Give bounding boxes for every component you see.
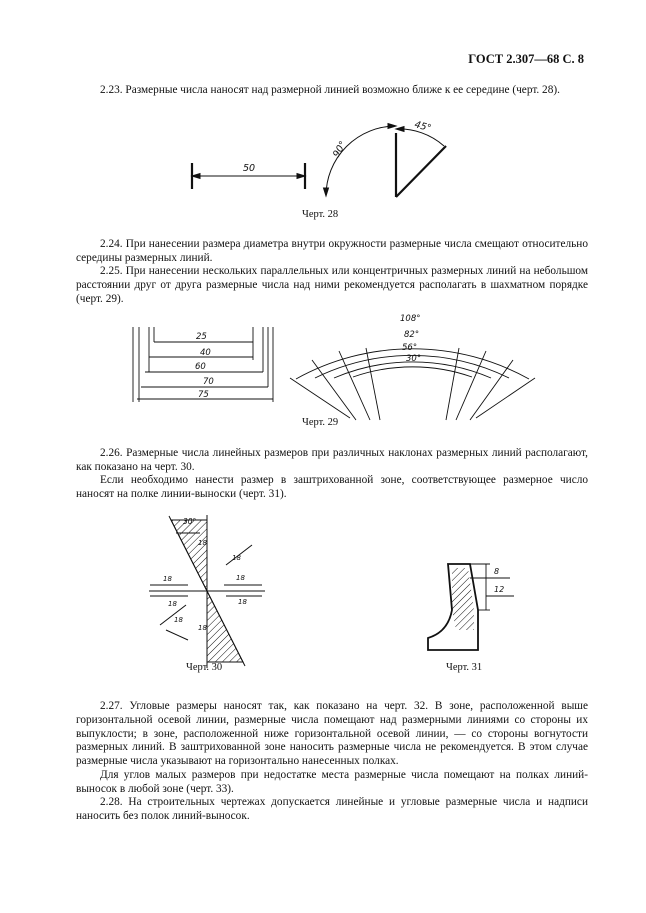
fig30-dim-top: 18 (198, 539, 207, 547)
fig28-angle-90: 90° (331, 139, 350, 160)
fig30-dim-right: 18 (236, 574, 245, 582)
fig29-dim-75: 75 (198, 390, 209, 400)
fig28-dim-50: 50 (243, 163, 256, 174)
paragraph-2-26: 2.26. Размерные числа линейных размеров при различных наклонах размерных линий располагают, как показано на черт. 30. (76, 447, 588, 473)
fig29-dim-70: 70 (203, 377, 214, 387)
fig29-angle-82: 82° (404, 330, 420, 340)
paragraph-2-27: 2.27. Угловые размеры наносят так, как показано на черт. 32. В зоне, расположенной выше горизонтальной осевой линии, размерные числа помещают над размерными линиями со стороны их выпуклости; в зоне, расположенной ниже горизонтальной осевой линии, — со стороны вогнутости размерных линий. В заштрихованной зоне наносить размерные числа не рекомендуется. В этом случае размерные числа указывают на горизонтально нанесенных полках. (76, 700, 588, 768)
paragraph-2-24: 2.24. При нанесении размера диаметра внутри окружности размерные числа смещают относительно середины размерных линий. (76, 238, 588, 264)
fig29-angle-108: 108° (400, 314, 421, 324)
fig29-angle-30: 30° (406, 354, 422, 364)
fig31-dim-8: 8 (494, 567, 500, 576)
fig30-dim-lower-left: 18 (168, 600, 177, 608)
running-title: ГОСТ 2.307—68 С. 8 (468, 52, 584, 66)
paragraph-2-23: 2.23. Размерные числа наносят над размерной линией возможно ближе к ее середине (черт. 28). (100, 84, 560, 96)
caption-fig-29: Черт. 29 (302, 417, 339, 428)
fig30-dim-lower-right: 18 (238, 598, 247, 606)
caption-fig-28: Черт. 28 (302, 209, 339, 220)
paragraph-2-25: 2.25. При нанесении нескольких параллельных или концентричных размерных линий на небольшом расстоянии друг от друга размерные числа над ними рекомендуется располагать в шахматном порядке (черт. 29). (76, 265, 588, 305)
paragraph-2-28: 2.28. На строительных чертежах допускается линейные и угловые размерные числа и надписи наносить без полок линий-выносок. (76, 796, 588, 822)
fig30-dim-left: 18 (163, 575, 172, 583)
fig30-dim-upper-right: 18 (232, 554, 241, 562)
fig28-angle-45: 45° (413, 119, 433, 135)
caption-fig-30: Черт. 30 (186, 662, 223, 673)
fig29-dim-40: 40 (200, 348, 211, 358)
fig30-dim-bottom: 18 (198, 624, 207, 632)
fig30-dim-diagonal: 18 (174, 616, 183, 624)
paragraph-2-27-cont: Для углов малых размеров при недостатке места размерные числа помещают на полках линий-выносок в любой зоне (черт. 33). (76, 769, 588, 795)
fig29-angle-56: 56° (402, 343, 418, 353)
fig29-dim-25: 25 (196, 332, 207, 342)
fig29-dim-60: 60 (195, 362, 206, 372)
fig30-angle-30: 30° (183, 517, 197, 526)
fig31-dim-12: 12 (494, 585, 505, 594)
paragraph-2-26-cont: Если необходимо нанести размер в заштрихованной зоне, соответствующее размерное число наносят на полке линии-выноски (черт. 31). (76, 474, 588, 500)
caption-fig-31: Черт. 31 (446, 662, 483, 673)
